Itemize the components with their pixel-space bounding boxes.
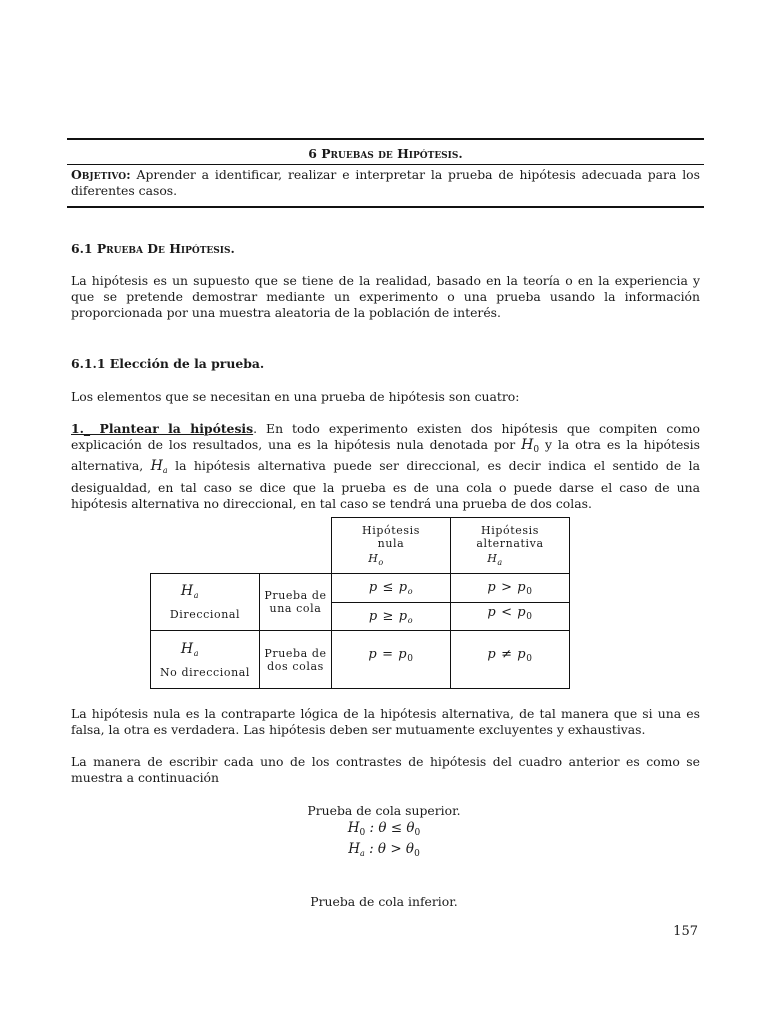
table-corner [151, 518, 332, 574]
cell-null-2: $p \ge p_o$ [332, 603, 451, 631]
section-intro: La hipótesis es un supuesto que se tiene de la realidad, basado en la teoría o en la experiencia y que se pretende demostrar mediante un experimento o una prueba usando la información proporcionada por una muestra aleatoria de la población de interés. [71, 273, 700, 321]
row-directional-label: $H_a$ Direccional [151, 574, 260, 631]
step1-paragraph [71, 421, 700, 512]
step1-part2: y la otra es la hipótesis alternativa, [71, 437, 700, 474]
hypothesis-table [150, 517, 570, 689]
objective-text: Aprender a identificar, realizar e interpretar la prueba de hipótesis adecuada para los diferentes casos. [71, 167, 700, 199]
after-table-paragraph-1: La hipótesis nula es la contraparte lógica de la hipótesis alternativa, de tal manera que si una es falsa, la otra es verdadera. Las hipótesis deben ser mutuamente excluyentes y exhaustivas. [71, 706, 700, 738]
header-alt: Hipótesis alternativa $H_a$ [451, 518, 570, 574]
cell-null-1: $p \le p_o$ [332, 574, 451, 603]
elements-sentence: Los elementos que se necesitan en una prueba de hipótesis son cuatro: [71, 389, 520, 404]
lower-tail-title: Prueba de cola inferior. [310, 894, 458, 909]
cell-alt-3: $p \ne p_0$ [451, 631, 570, 689]
bottom-rule [67, 206, 704, 208]
chapter-title: 6 Pruebas de Hipótesis. [308, 146, 463, 161]
subsection-heading: 6.1.1 Elección de la prueba. [71, 356, 265, 371]
upper-tail-title: Prueba de cola superior. [307, 803, 461, 818]
cell-alt-1: $p > p_0$ [451, 574, 570, 603]
top-rule [67, 138, 704, 140]
objective [71, 167, 700, 199]
step1-part1: . En todo experimento existen dos hipótesis que compiten como explicación de los resultados, una es la hipótesis nula denotada por [71, 421, 700, 453]
step1-part3: la hipótesis alternativa puede ser direccional, es decir indica el sentido de la desigualdad, en tal caso se dice que la prueba es de una cola o puede darse el caso de una hipótesis alternativa no direccional, en tal caso se tendrá una prueba de dos colas. [71, 458, 700, 511]
objective-label: Objetivo: [71, 167, 131, 182]
row-nondirectional-label: $H_a$ No direccional [151, 631, 260, 689]
row-nondirectional-test: Prueba de dos colas [260, 631, 332, 689]
after-table-paragraph-2: La manera de escribir cada uno de los contrastes de hipótesis del cuadro anterior es como se muestra a continuación [71, 754, 700, 786]
title-rule [67, 164, 704, 165]
cell-alt-2: $p < p_0$ [451, 603, 570, 631]
ha-symbol: $H_a$ [150, 458, 168, 476]
step1-label: 1._ Plantear la hipótesis [71, 421, 254, 436]
page-number: 157 [673, 924, 698, 939]
row-directional-test: Prueba de una cola [260, 574, 332, 631]
header-null: Hipótesis nula $H_o$ [332, 518, 451, 574]
h0-symbol: $H_0$ [521, 437, 540, 456]
upper-tail-h0: $H_0$ : $\theta \le \theta_0$ [347, 820, 421, 838]
section-heading: 6.1 Prueba De Hipótesis. [71, 241, 235, 256]
cell-null-3: $p = p_0$ [332, 631, 451, 689]
upper-tail-ha: $H_a$ : $\theta > \theta_0$ [348, 841, 420, 859]
